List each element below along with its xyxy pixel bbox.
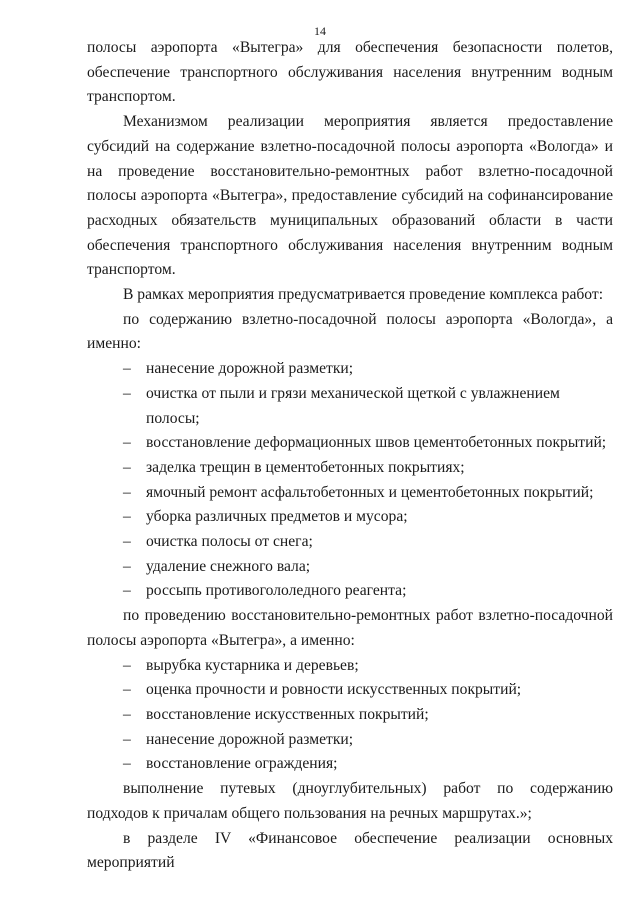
list-item-text: россыпь противогололедного реагента; [146, 582, 407, 600]
paragraph-dredging: выполнение путевых (дноуглубительных) работ по содержанию подходов к причалам общего пользования на речных маршрутах.»; [87, 780, 613, 822]
list-item [87, 555, 613, 580]
dash-marker: – [123, 730, 131, 748]
dash-marker: – [123, 458, 131, 476]
list-item [87, 703, 613, 728]
list-item [87, 505, 613, 530]
list-item-text: вырубка кустарника и деревьев; [146, 656, 359, 674]
dash-marker: – [123, 755, 131, 773]
paragraph-vologda-intro: по содержанию взлетно-посадочной полосы аэропорта «Вологда», а именно: [87, 310, 613, 353]
dash-marker: – [123, 533, 131, 551]
list-item-text: восстановление искусственных покрытий; [146, 705, 429, 723]
list-item [87, 579, 613, 604]
dash-marker: – [123, 483, 131, 501]
list-item-text: восстановление ограждения; [146, 755, 338, 773]
list-item [87, 357, 613, 382]
list-item [87, 382, 613, 431]
list-item-text: очистка полосы от снега; [146, 533, 313, 551]
list-item [87, 654, 613, 679]
list-vologda-works [87, 357, 613, 604]
dash-marker: – [123, 656, 131, 674]
dash-marker: – [123, 582, 131, 600]
list-item [87, 752, 613, 777]
list-item-text: очистка от пыли и грязи механической щеткой с увлажнением полосы; [146, 384, 560, 427]
list-item [87, 728, 613, 753]
list-item-text: ямочный ремонт асфальтобетонных и цементобетонных покрытий; [146, 483, 594, 501]
paragraph-continuation: полосы аэропорта «Вытегра» для обеспечения безопасности полетов, обеспечение транспортного обслуживания населения внутренним водным транспортом. [87, 39, 613, 106]
page-number: 14 [314, 24, 326, 38]
list-item-text: нанесение дорожной разметки; [146, 360, 354, 378]
dash-marker: – [123, 705, 131, 723]
paragraph-mechanism: Механизмом реализации мероприятия является предоставление субсидий на содержание взлетно-посадочной полосы аэропорта «Вологда» и на проведение восстановительно-ремонтных работ взлетно-посадочной полосы аэропорта «Вытегра», предоставление субсидий на софинансирование расходных обязательств муниципальных образований области в части обеспечения транспортного обслуживания населения внутренним водным транспортом. [87, 113, 613, 279]
dash-marker: – [123, 434, 131, 452]
dash-marker: – [123, 384, 131, 402]
list-item-text: оценка прочности и ровности искусственных покрытий; [146, 681, 522, 699]
list-item [87, 456, 613, 481]
dash-marker: – [123, 681, 131, 699]
document-body [87, 36, 613, 876]
list-item [87, 431, 613, 456]
list-vytegra-works [87, 654, 613, 778]
list-item-text: нанесение дорожной разметки; [146, 730, 354, 748]
list-item [87, 481, 613, 506]
paragraph-section-iv: в разделе IV «Финансовое обеспечение реализации основных мероприятий [87, 829, 613, 872]
list-item [87, 678, 613, 703]
dash-marker: – [123, 557, 131, 575]
dash-marker: – [123, 360, 131, 378]
list-item-text: удаление снежного вала; [146, 557, 311, 575]
list-item [87, 530, 613, 555]
paragraph-works-intro: В рамках мероприятия предусматривается проведение комплекса работ: [123, 286, 604, 304]
list-item-text: заделка трещин в цементобетонных покрытиях; [146, 458, 465, 476]
list-item-text: восстановление деформационных швов цементобетонных покрытий; [146, 434, 607, 452]
list-item-text: уборка различных предметов и мусора; [146, 508, 408, 526]
paragraph-vytegra-intro: по проведению восстановительно-ремонтных работ взлетно-посадочной полосы аэропорта «Вытегра», а именно: [87, 607, 613, 649]
dash-marker: – [123, 508, 131, 526]
